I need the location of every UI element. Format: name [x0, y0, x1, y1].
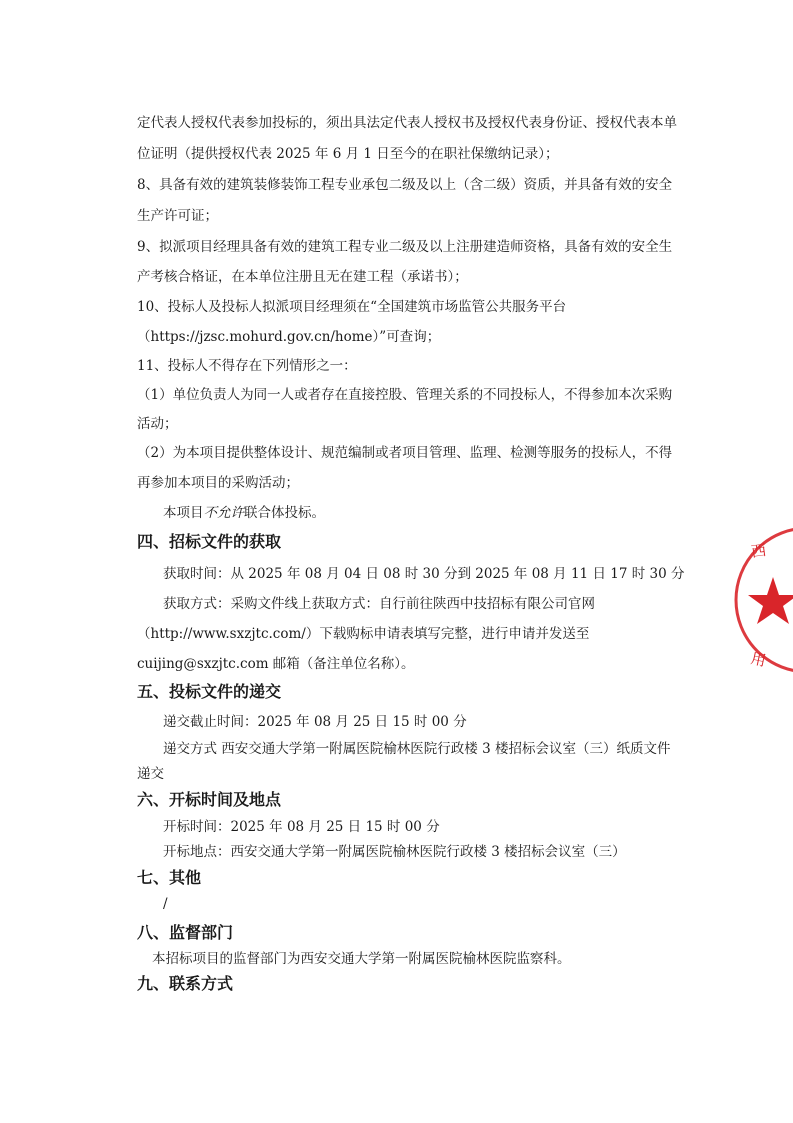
seal-text-bottom: 用: [749, 649, 768, 671]
item-8-line-1: 8、具备有效的建筑装修装饰工程专业承包二级及以上（含二级）资质，并具备有效的安全: [137, 177, 673, 193]
seal-text-top: 西: [750, 541, 768, 561]
consortium-pre: 本项目: [163, 505, 204, 521]
section-5-deadline: 递交截止时间：2025 年 08 月 25 日 15 时 00 分: [163, 714, 467, 730]
section-6-place: 开标地点：西安交通大学第一附属医院榆林医院行政楼 3 楼招标会议室（三）: [163, 844, 626, 860]
section-5-method-line-1: 递交方式 西安交通大学第一附属医院榆林医院行政楼 3 楼招标会议室（三）纸质文件: [163, 741, 671, 757]
section-8-content: 本招标项目的监督部门为西安交通大学第一附属医院榆林医院监察科。: [152, 951, 571, 967]
consortium-statement: [163, 504, 325, 522]
section-5-method-line-2: 递交: [137, 766, 164, 782]
item-11-intro: 11、投标人不得存在下列情形之一：: [137, 358, 357, 374]
section-4-method-line-2: （http://www.sxzjtc.com/）下载购标申请表填写完整，进行申请并发送至: [137, 626, 590, 642]
item-11-2-line-2: 再参加本项目的采购活动；: [137, 475, 299, 491]
item-10-line-2: （https://jzsc.mohurd.gov.cn/home）”可查询；: [137, 329, 441, 345]
item-8-line-2: 生产许可证；: [137, 208, 218, 224]
item-10-line-1: 10、投标人及投标人拟派项目经理须在“全国建筑市场监管公共服务平台: [137, 299, 567, 315]
section-6-time: 开标时间：2025 年 08 月 25 日 15 时 00 分: [163, 819, 440, 835]
seal-star-icon: [748, 577, 793, 624]
item-11-1-line-1: （1）单位负责人为同一人或者存在直接控股、管理关系的不同投标人，不得参加本次采购: [137, 387, 673, 403]
section-9-heading: 九、联系方式: [137, 974, 234, 993]
section-7-heading: 七、其他: [137, 868, 202, 887]
qualification-line-2: 位证明（提供授权代表 2025 年 6 月 1 日至今的在职社保缴纳记录）；: [137, 146, 559, 162]
item-9-line-1: 9、拟派项目经理具备有效的建筑工程专业二级及以上注册建造师资格，具备有效的安全生: [137, 239, 673, 255]
item-9-line-2: 产考核合格证，在本单位注册且无在建工程（承诺书）；: [137, 269, 468, 285]
section-8-heading: 八、监督部门: [137, 923, 234, 942]
section-4-heading: 四、招标文件的获取: [137, 532, 282, 551]
section-7-content: /: [163, 896, 168, 912]
section-4-method-line-1: 获取方式：采购文件线上获取方式：自行前往陕西中技招标有限公司官网: [163, 596, 595, 612]
section-5-heading: 五、投标文件的递交: [137, 682, 282, 701]
consortium-post: 联合体投标。: [244, 505, 325, 521]
qualification-line-1: 定代表人授权代表参加投标的，须出具法定代表人授权书及授权代表身份证、授权代表本单: [137, 115, 677, 131]
section-6-heading: 六、开标时间及地点: [137, 790, 282, 809]
company-seal: [728, 515, 793, 685]
item-11-1-line-2: 活动；: [137, 416, 178, 432]
section-4-method-line-3: cuijing@sxzjtc.com 邮箱（备注单位名称）。: [137, 656, 415, 672]
item-11-2-line-1: （2）为本项目提供整体设计、规范编制或者项目管理、监理、检测等服务的投标人，不得: [137, 445, 673, 461]
section-4-time: 获取时间：从 2025 年 08 月 04 日 08 时 30 分到 2025 年 08 月 11 日 17 时 30 分: [163, 566, 685, 582]
consortium-not-allowed: 不允许: [203, 505, 244, 521]
